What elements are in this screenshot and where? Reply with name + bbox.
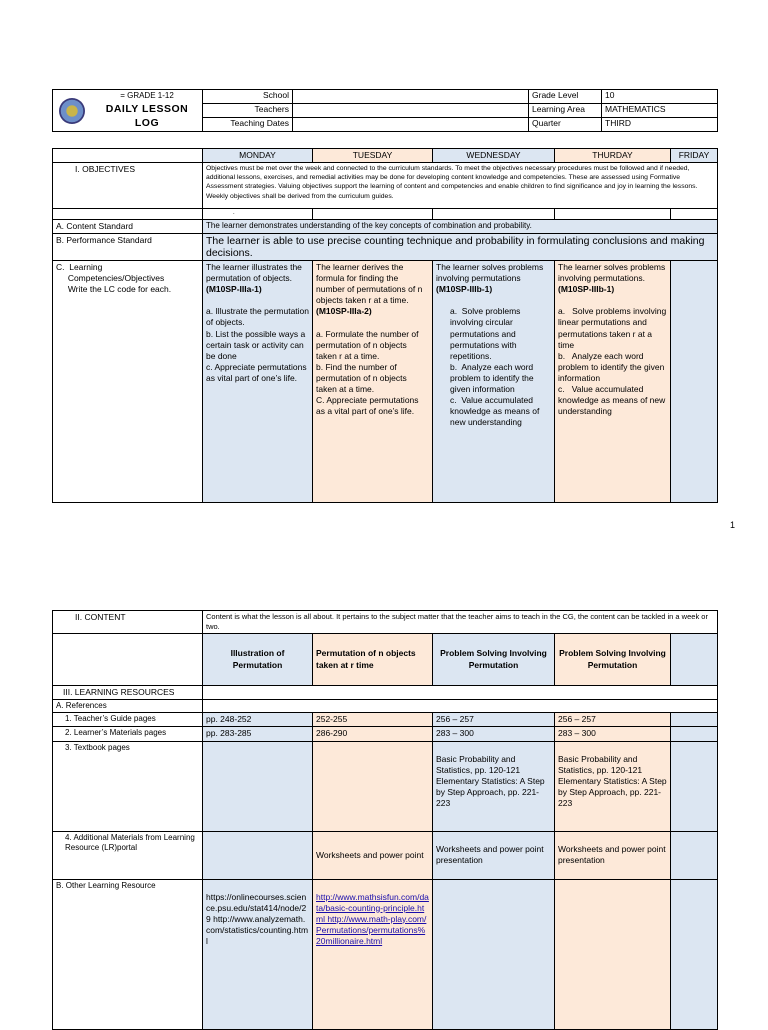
- performance-standard-label: B. Performance Standard: [53, 234, 203, 261]
- objectives-text: Objectives must be met over the week and connected to the curriculum standards. To meet the objectives necessary procedures must be followed and if needed, additional lessons, exercises, and remedial activities may be done for developing content knowledge and competencies. These are assessed using Formative Assessment strategies. Valuing objectives support the learning of content and competencies and enable children to find significance and joy in learning the lessons. Weekly objectives shall be derived from the curriculum guides.: [203, 163, 718, 209]
- competencies-friday: [671, 261, 718, 503]
- day-friday: FRIDAY: [671, 149, 718, 163]
- competency-item: a. Solve problems involving linear permutations and permutations taken r at a time: [558, 306, 669, 350]
- content-text: Content is what the lesson is all about. It pertains to the subject matter that the teacher aims to teach in the CG, the content can be tackled in a week or two.: [203, 611, 718, 634]
- learning-area-label: Learning Area: [529, 104, 602, 118]
- tb-tuesday: [313, 741, 433, 831]
- lm-wednesday: 283 – 300: [433, 727, 555, 741]
- content-standard-text: The learner demonstrates understanding of the key concepts of combination and probability.: [203, 220, 718, 234]
- other-monday[interactable]: https://onlinecourses.science.psu.edu/stat414/node/29 http://www.analyzemath.com/statistics/counting.html: [203, 879, 313, 1029]
- am-wednesday: Worksheets and power point presentation: [433, 831, 555, 879]
- content-label: II. CONTENT: [53, 611, 203, 634]
- competency-code: (M10SP-IIIb-1): [436, 284, 493, 295]
- competency-code: (M10SP-IIIa-1): [206, 284, 262, 295]
- objectives-dot: .: [203, 209, 313, 220]
- content-standard-label: A. Content Standard: [53, 220, 203, 234]
- topic-monday: Illustration of Permutation: [203, 634, 313, 686]
- additional-materials-label: 4. Additional Materials from Learning Resource (LR)portal: [53, 831, 203, 879]
- tg-wednesday: 256 – 257: [433, 713, 555, 727]
- competency-item: a. Solve problems involving circular permutations and permutations with repetitions.: [450, 306, 523, 361]
- header-title-cell: [53, 90, 203, 132]
- competencies-label-line: Write the LC code for each.: [56, 284, 172, 295]
- grade-level-value: 10: [602, 90, 718, 104]
- competency-item: c. Value accumulated knowledge as means of new understanding: [450, 394, 542, 427]
- competencies-wednesday: [433, 261, 555, 503]
- lm-monday: pp. 283-285: [203, 727, 313, 741]
- school-label: School: [203, 90, 293, 104]
- header-block: [52, 89, 717, 132]
- tb-thursday: Basic Probability and Statistics, pp. 120-121 Elementary Statistics: A Step by Step Approach, pp. 221-223: [555, 741, 671, 831]
- competency-code: (M10SP-IIIa-2): [316, 306, 372, 317]
- competencies-thursday: [555, 261, 671, 503]
- teachers-label: Teachers: [203, 104, 293, 118]
- competencies-monday: [203, 261, 313, 503]
- am-thursday: Worksheets and power point presentation: [555, 831, 671, 879]
- am-tuesday: Worksheets and power point: [313, 831, 433, 879]
- competency-item: b. Find the number of permutation of n objects taken at a time.: [316, 361, 410, 394]
- deped-seal-logo: [59, 98, 85, 124]
- competency-intro: The learner solves problems involving permutations: [436, 262, 546, 284]
- competency-item: b. Analyze each word problem to identify the given information: [558, 350, 667, 383]
- other-resources-label: B. Other Learning Resource: [53, 879, 203, 1029]
- school-value: [293, 90, 529, 104]
- tg-monday: pp. 248-252: [203, 713, 313, 727]
- day-thursday: THURDAY: [555, 149, 671, 163]
- competency-item: b. List the possible ways a certain task or activity can be done: [206, 328, 308, 361]
- tg-thursday: 256 – 257: [555, 713, 671, 727]
- teachers-guide-label: 1. Teacher’s Guide pages: [53, 713, 203, 727]
- competencies-tuesday: [313, 261, 433, 503]
- doc-title-line1: DAILY LESSON: [105, 103, 189, 115]
- page-number: 1: [730, 520, 736, 530]
- day-monday: MONDAY: [203, 149, 313, 163]
- competency-item: a. Illustrate the permutation of objects.: [206, 306, 312, 328]
- topic-thursday: Problem Solving Involving Permutation: [555, 634, 671, 686]
- learning-resources-label: III. LEARNING RESOURCES: [53, 686, 203, 700]
- competency-intro: The learner derives the formula for finding the number of permutations of n objects taken r at a time.: [316, 262, 425, 306]
- competency-intro: The learner illustrates the permutation of objects.: [206, 262, 305, 284]
- competency-item: b. Analyze each word problem to identify the given information: [450, 361, 537, 394]
- topic-wednesday: Problem Solving Involving Permutation: [433, 634, 555, 686]
- competencies-label-line: Competencies/Objectives: [56, 273, 165, 284]
- tb-wednesday: Basic Probability and Statistics, pp. 120-121 Elementary Statistics: A Step by Step Approach, pp. 221-223: [433, 741, 555, 831]
- tb-monday: [203, 741, 313, 831]
- am-monday: [203, 831, 313, 879]
- grade-level-label: Grade Level: [529, 90, 602, 104]
- competency-item: c. Appreciate permutations as vital part of one’s life.: [206, 361, 310, 383]
- quarter-value: THIRD: [602, 118, 718, 132]
- learners-materials-label: 2. Learner’s Materials pages: [53, 727, 203, 741]
- competency-item: c. Value accumulated knowledge as means of new understanding: [558, 383, 668, 416]
- competency-intro: The learner solves problems involving permutations.: [558, 262, 668, 284]
- textbook-label: 3. Textbook pages: [53, 741, 203, 831]
- competency-item: a. Formulate the number of permutation of n objects taken r at a time.: [316, 328, 421, 361]
- other-tuesday-links[interactable]: http://www.mathsisfun.com/data/basic-counting-principle.html http://www.math-play.com/Permutations/permutations%20millionaire.html: [313, 879, 433, 1029]
- teachers-value: [293, 104, 529, 118]
- objectives-label: I. OBJECTIVES: [53, 163, 203, 209]
- topic-tuesday: Permutation of n objects taken at r time: [313, 634, 433, 686]
- references-label: A. References: [53, 700, 203, 713]
- learning-area-value: MATHEMATICS: [602, 104, 718, 118]
- competencies-label-line: C. Learning: [56, 262, 103, 273]
- dates-value: [293, 118, 529, 132]
- dates-label: Teaching Dates: [203, 118, 293, 132]
- lm-thursday: 283 – 300: [555, 727, 671, 741]
- objectives-table: [52, 148, 717, 503]
- performance-standard-text: The learner is able to use precise counting technique and probability in formulating conclusions and making decisions.: [203, 234, 718, 261]
- grade-range: = GRADE 1-12: [120, 91, 174, 100]
- tg-tuesday: 252-255: [313, 713, 433, 727]
- competency-item: C. Appreciate permutations as a vital part of one’s life.: [316, 394, 421, 416]
- quarter-label: Quarter: [529, 118, 602, 132]
- content-resources-table: [52, 610, 717, 1030]
- day-wednesday: WEDNESDAY: [433, 149, 555, 163]
- lm-tuesday: 286-290: [313, 727, 433, 741]
- competency-code: (M10SP-IIIb-1): [558, 284, 615, 295]
- doc-title-line2: LOG: [134, 117, 160, 129]
- day-tuesday: TUESDAY: [313, 149, 433, 163]
- competencies-label: [53, 261, 203, 503]
